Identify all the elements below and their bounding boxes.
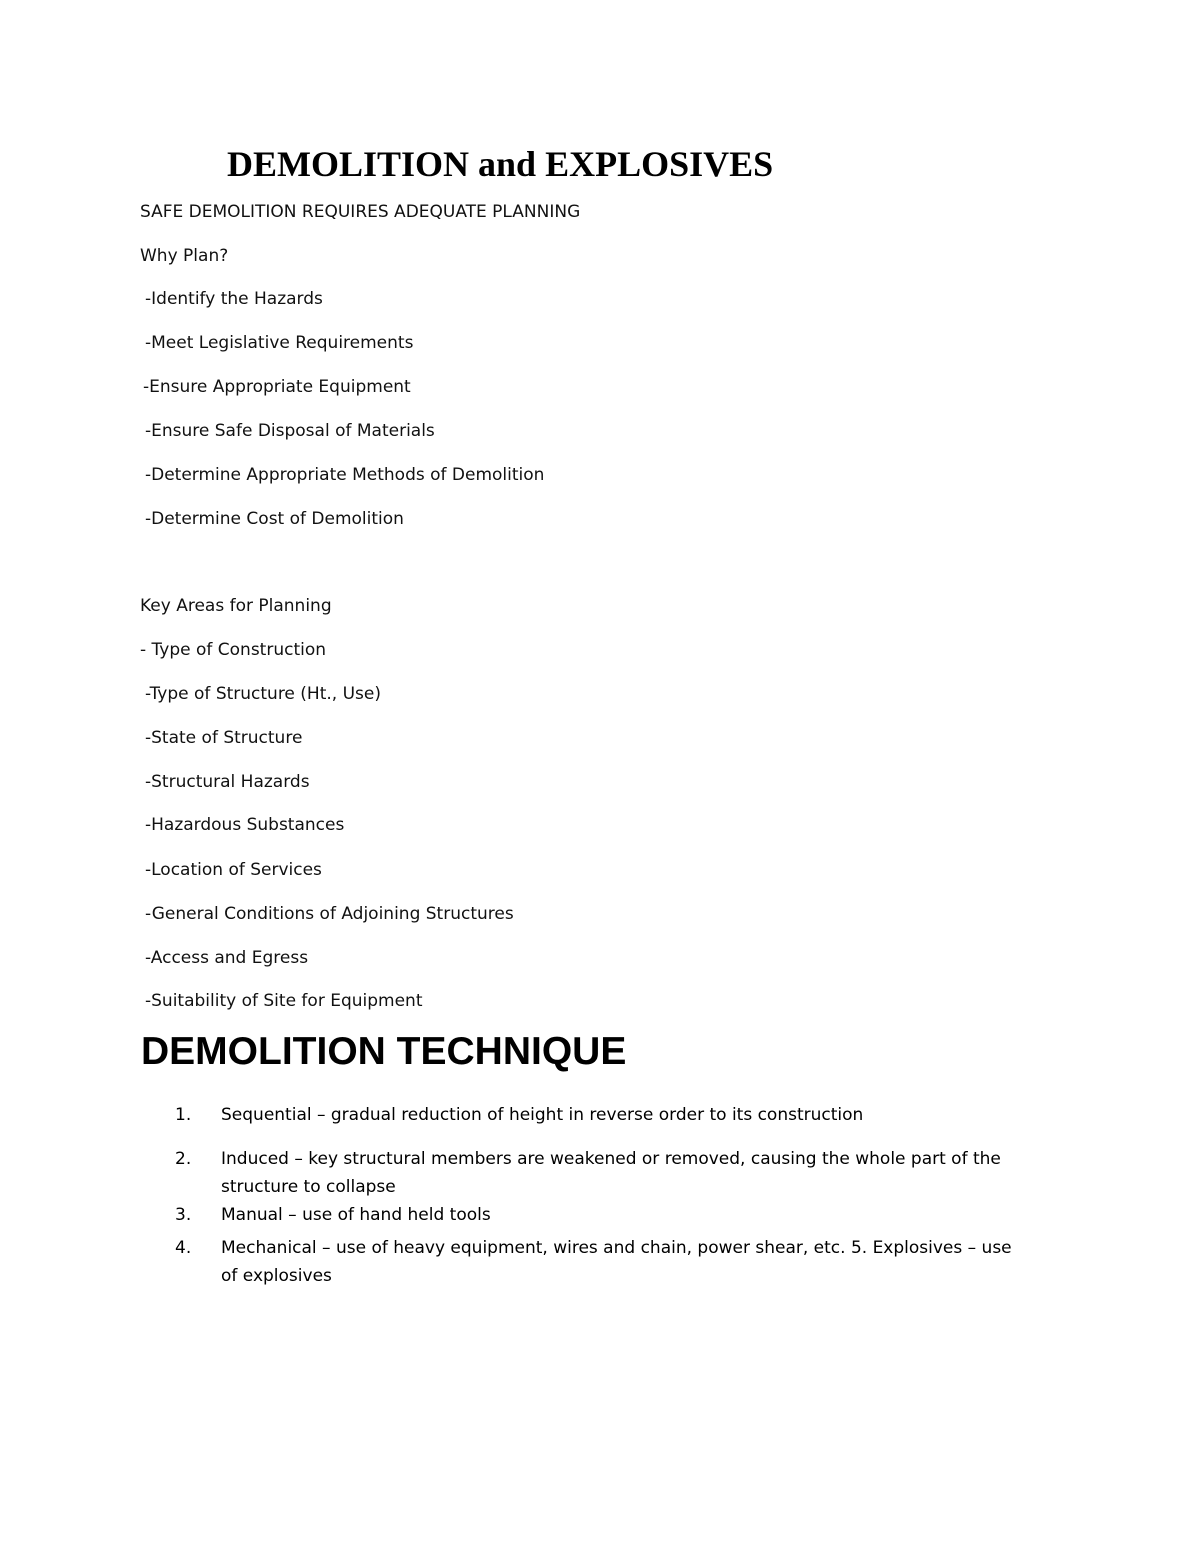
why-plan-item: -Determine Appropriate Methods of Demolition (145, 465, 545, 485)
subtitle: SAFE DEMOLITION REQUIRES ADEQUATE PLANNING (140, 202, 581, 222)
why-plan-item: -Meet Legislative Requirements (145, 333, 414, 353)
key-areas-item: -State of Structure (145, 728, 303, 748)
key-areas-item: - Type of Construction (140, 640, 327, 660)
technique-item-number: 2. (175, 1149, 192, 1169)
technique-heading: DEMOLITION TECHNIQUE (141, 1030, 627, 1073)
key-areas-heading: Key Areas for Planning (140, 596, 332, 616)
why-plan-item: -Ensure Appropriate Equipment (143, 377, 411, 397)
key-areas-item: -Structural Hazards (145, 772, 310, 792)
technique-item-number: 1. (175, 1105, 192, 1125)
key-areas-item: -Access and Egress (145, 948, 309, 968)
why-plan-heading: Why Plan? (140, 246, 229, 266)
key-areas-item: -General Conditions of Adjoining Structures (145, 904, 514, 924)
technique-item-text: Sequential – gradual reduction of height in reverse order to its construction (221, 1105, 864, 1125)
technique-item-number: 3. (175, 1205, 192, 1225)
key-areas-item: -Location of Services (145, 860, 322, 880)
key-areas-item: -Type of Structure (Ht., Use) (145, 684, 381, 704)
why-plan-item: -Ensure Safe Disposal of Materials (145, 421, 435, 441)
key-areas-item: -Suitability of Site for Equipment (145, 991, 423, 1011)
technique-item-text: Mechanical – use of heavy equipment, wires and chain, power shear, etc. 5. Explosives – use of explosives (221, 1238, 1012, 1286)
why-plan-item: -Identify the Hazards (145, 289, 323, 309)
document-title: DEMOLITION and EXPLOSIVES (227, 144, 774, 184)
why-plan-item: -Determine Cost of Demolition (145, 509, 404, 529)
technique-item-text: Manual – use of hand held tools (221, 1205, 491, 1225)
technique-item-text: Induced – key structural members are weakened or removed, causing the whole part of the structure to collapse (221, 1149, 1001, 1197)
key-areas-item: -Hazardous Substances (145, 815, 345, 835)
technique-item-number: 4. (175, 1238, 192, 1258)
